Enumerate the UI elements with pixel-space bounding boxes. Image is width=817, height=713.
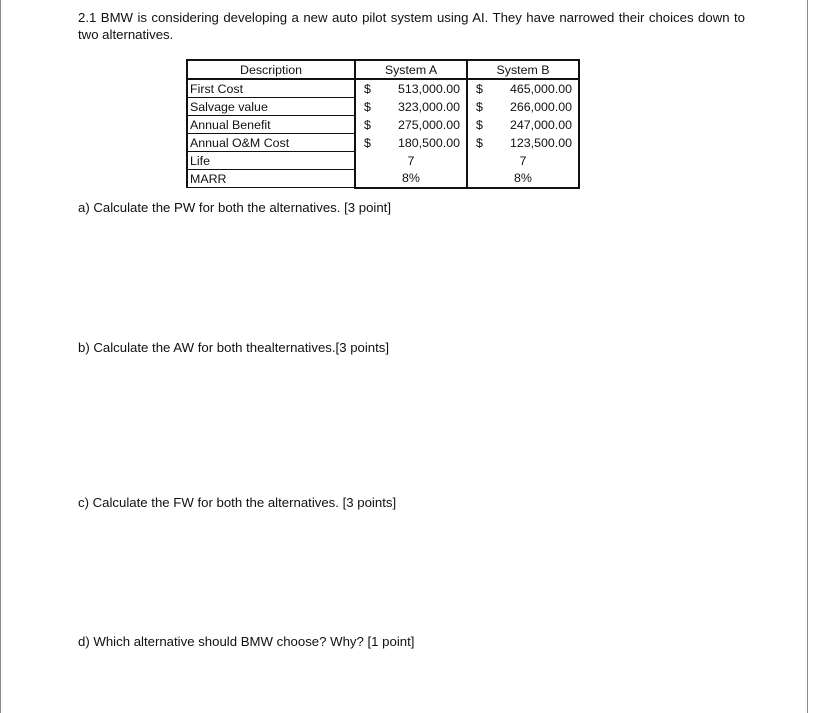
amount: 247,000.00 xyxy=(509,117,572,132)
system-b-value xyxy=(467,98,579,116)
question-c: c) Calculate the FW for both the alternatives. [3 points] xyxy=(78,495,397,510)
table-row-salvage-value xyxy=(187,98,579,116)
row-label: Salvage value xyxy=(187,98,355,116)
question-d: d) Which alternative should BMW choose? Why? [1 point] xyxy=(78,634,415,649)
amount: 180,500.00 xyxy=(397,135,460,150)
table-header-row xyxy=(187,60,579,79)
currency-symbol: $ xyxy=(476,135,483,150)
header-system-a: System A xyxy=(355,60,467,79)
question-a: a) Calculate the PW for both the alternatives. [3 point] xyxy=(78,200,392,215)
currency-symbol: $ xyxy=(364,117,371,132)
currency-symbol: $ xyxy=(476,117,483,132)
system-a-value xyxy=(355,116,467,134)
currency-symbol: $ xyxy=(476,99,483,114)
row-label: First Cost xyxy=(187,79,355,98)
table-row-life xyxy=(187,152,579,170)
system-a-value: 7 xyxy=(355,152,467,170)
table-row-annual-benefit xyxy=(187,116,579,134)
amount: 513,000.00 xyxy=(397,81,460,96)
amount: 123,500.00 xyxy=(509,135,572,150)
system-a-value xyxy=(355,98,467,116)
system-a-value xyxy=(355,134,467,152)
currency-symbol: $ xyxy=(476,81,483,96)
problem-statement: 2.1 BMW is considering developing a new auto pilot system using AI. They have narrowed their choices down to two alternatives. xyxy=(78,10,745,42)
amount: 266,000.00 xyxy=(509,99,572,114)
table-row-marr xyxy=(187,170,579,188)
row-label: MARR xyxy=(187,170,355,188)
row-label: Annual Benefit xyxy=(187,116,355,134)
currency-symbol: $ xyxy=(364,135,371,150)
system-a-value: 8% xyxy=(355,170,467,188)
row-label: Annual O&M Cost xyxy=(187,134,355,152)
question-b: b) Calculate the AW for both thealternatives.[3 points] xyxy=(78,340,390,355)
amount: 465,000.00 xyxy=(509,81,572,96)
system-b-value xyxy=(467,134,579,152)
table-row-annual-om-cost xyxy=(187,134,579,152)
currency-symbol: $ xyxy=(364,99,371,114)
header-description: Description xyxy=(187,60,355,79)
table-row-first-cost xyxy=(187,79,579,98)
currency-symbol: $ xyxy=(364,81,371,96)
alternatives-table xyxy=(186,59,580,189)
system-b-value: 8% xyxy=(467,170,579,188)
system-a-value xyxy=(355,79,467,98)
header-system-b: System B xyxy=(467,60,579,79)
system-b-value: 7 xyxy=(467,152,579,170)
amount: 323,000.00 xyxy=(397,99,460,114)
system-b-value xyxy=(467,79,579,98)
amount: 275,000.00 xyxy=(397,117,460,132)
system-b-value xyxy=(467,116,579,134)
row-label: Life xyxy=(187,152,355,170)
